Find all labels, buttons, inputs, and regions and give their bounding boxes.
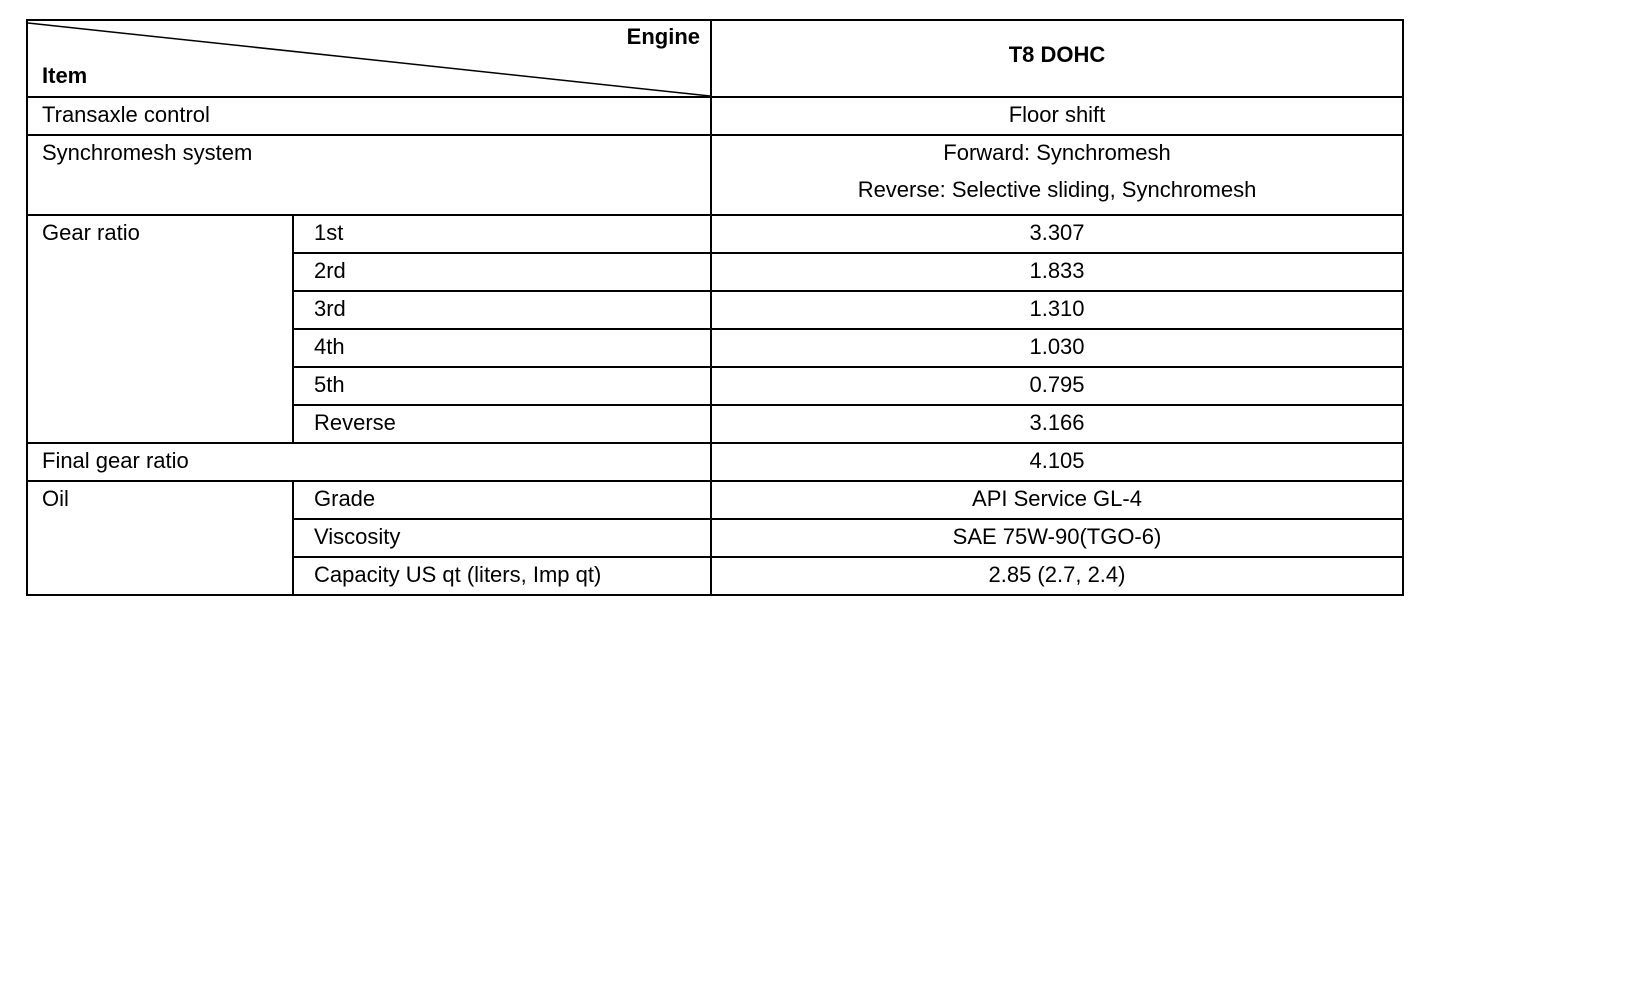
synchromesh-label: Synchromesh system (27, 135, 711, 215)
table-row (27, 215, 1403, 253)
oil-property-name: Viscosity (293, 519, 711, 557)
gear-value: 0.795 (711, 367, 1403, 405)
synchromesh-value (711, 135, 1403, 215)
oil-property-value: 2.85 (2.7, 2.4) (711, 557, 1403, 595)
table-row (27, 481, 1403, 519)
diagonal-divider (28, 21, 710, 96)
gear-name: 5th (293, 367, 711, 405)
oil-label: Oil (27, 481, 293, 595)
gear-value: 1.833 (711, 253, 1403, 291)
gear-value: 1.030 (711, 329, 1403, 367)
header-diagonal-cell (27, 20, 711, 97)
oil-property-name: Grade (293, 481, 711, 519)
synchromesh-reverse: Reverse: Selective sliding, Synchromesh (857, 177, 1257, 202)
table-row (27, 135, 1403, 215)
engine-header-label: Engine (626, 24, 700, 49)
oil-property-value: API Service GL-4 (711, 481, 1403, 519)
transaxle-control-value: Floor shift (711, 97, 1403, 135)
gear-name: 4th (293, 329, 711, 367)
table-row (27, 97, 1403, 135)
header-row (27, 20, 1403, 97)
gear-value: 1.310 (711, 291, 1403, 329)
gear-ratio-label: Gear ratio (27, 215, 293, 443)
spec-table (26, 19, 1404, 596)
oil-property-value: SAE 75W-90(TGO-6) (711, 519, 1403, 557)
gear-name: 1st (293, 215, 711, 253)
final-gear-ratio-label: Final gear ratio (27, 443, 711, 481)
model-header: T8 DOHC (711, 20, 1403, 97)
oil-property-name: Capacity US qt (liters, Imp qt) (293, 557, 711, 595)
gear-name: Reverse (293, 405, 711, 443)
synchromesh-forward: Forward: Synchromesh (943, 140, 1171, 165)
table-row (27, 443, 1403, 481)
gear-name: 3rd (293, 291, 711, 329)
gear-value: 3.307 (711, 215, 1403, 253)
transaxle-control-label: Transaxle control (27, 97, 711, 135)
gear-name: 2rd (293, 253, 711, 291)
final-gear-ratio-value: 4.105 (711, 443, 1403, 481)
gear-value: 3.166 (711, 405, 1403, 443)
item-header-label: Item (42, 62, 88, 88)
